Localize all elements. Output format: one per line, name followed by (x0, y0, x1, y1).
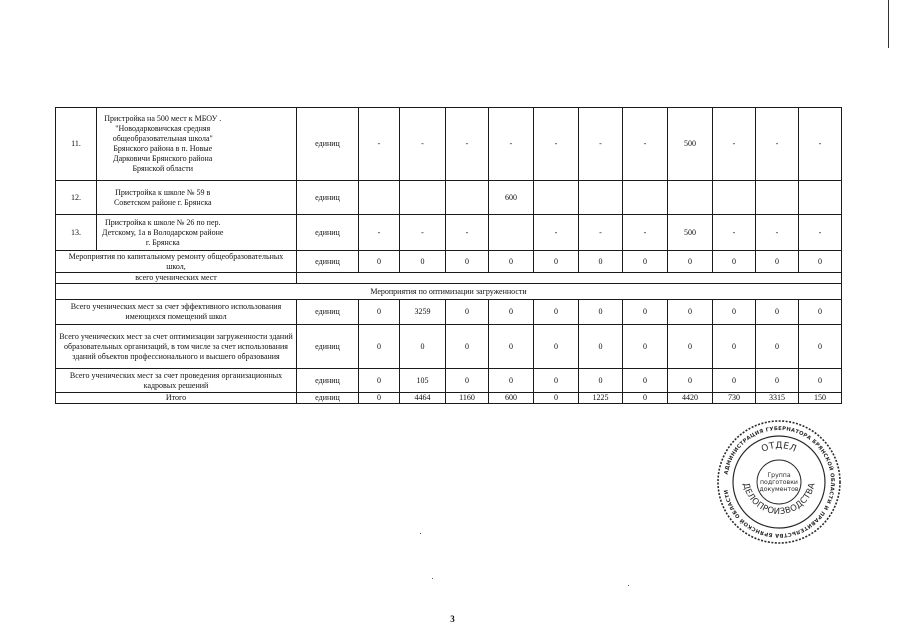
value-cell: - (359, 108, 400, 181)
value-cell: 0 (623, 251, 668, 273)
value-cell: 0 (623, 393, 668, 404)
value-cell: 0 (359, 251, 400, 273)
value-cell: 0 (579, 300, 623, 325)
value-cell: 0 (359, 300, 400, 325)
unit-cell: единиц (297, 369, 359, 393)
value-cell: 0 (579, 325, 623, 369)
unit-cell: единиц (297, 393, 359, 404)
stamp-center-line: Группа (767, 472, 791, 479)
value-cell (799, 181, 842, 215)
value-cell (534, 181, 579, 215)
value-cell: 0 (359, 393, 400, 404)
value-cell: - (799, 215, 842, 251)
object-row (56, 108, 842, 181)
blank-cell (229, 181, 297, 215)
row-number: 13. (56, 215, 97, 251)
unit-cell: единиц (297, 181, 359, 215)
value-cell: 1160 (446, 393, 489, 404)
value-cell: 1225 (579, 393, 623, 404)
value-cell: 3259 (400, 300, 446, 325)
value-cell: 0 (799, 300, 842, 325)
value-cell: 0 (623, 325, 668, 369)
value-cell (489, 215, 534, 251)
value-cell: 4464 (400, 393, 446, 404)
scan-speck (432, 578, 433, 579)
value-cell: 0 (534, 300, 579, 325)
value-cell: 0 (400, 325, 446, 369)
blank-cell (229, 215, 297, 251)
value-cell: - (534, 108, 579, 181)
value-cell: 500 (668, 108, 713, 181)
capital-label: Мероприятия по капитальному ремонту общеобразовательных школ, (56, 251, 297, 273)
value-cell: 500 (668, 215, 713, 251)
value-cell: 0 (668, 251, 713, 273)
value-cell: - (534, 215, 579, 251)
object-row (56, 215, 842, 251)
value-cell: 0 (713, 300, 756, 325)
unit-cell: единиц (297, 215, 359, 251)
value-cell (756, 181, 799, 215)
value-cell (623, 181, 668, 215)
stamp-top-word: ОТДЕЛ (760, 440, 798, 455)
value-cell: 0 (359, 369, 400, 393)
value-cell: 0 (489, 369, 534, 393)
optimization-row (56, 369, 842, 393)
value-cell: 4420 (668, 393, 713, 404)
value-cell: - (713, 108, 756, 181)
value-cell: 0 (489, 325, 534, 369)
total-row (56, 393, 842, 404)
section-title: Мероприятия по оптимизации загруженности (56, 284, 842, 300)
value-cell: - (756, 108, 799, 181)
value-cell: 0 (668, 300, 713, 325)
value-cell: 0 (534, 325, 579, 369)
stamp-center-line: документов (759, 486, 799, 493)
optimization-row (56, 325, 842, 369)
value-cell: 0 (756, 251, 799, 273)
value-cell: 0 (623, 369, 668, 393)
value-cell (713, 181, 756, 215)
value-cell: 0 (579, 369, 623, 393)
scan-speck (420, 533, 421, 534)
unit-cell: единиц (297, 108, 359, 181)
department-stamp (715, 418, 843, 546)
value-cell: 0 (756, 369, 799, 393)
value-cell: - (756, 215, 799, 251)
value-cell: - (713, 215, 756, 251)
value-cell: 0 (446, 300, 489, 325)
value-cell: 600 (489, 181, 534, 215)
stamp-bottom-word: ДЕЛОПРОИЗВОДСТВА (740, 481, 818, 518)
optimization-row (56, 300, 842, 325)
value-cell: 0 (579, 251, 623, 273)
value-cell: - (623, 108, 668, 181)
optimization-label: Всего ученических мест за счет проведения организационных кадровых решений (56, 369, 297, 393)
optimization-label: Всего ученических мест за счет эффективного использования имеющихся помещений школ (56, 300, 297, 325)
value-cell: 0 (489, 251, 534, 273)
value-cell (579, 181, 623, 215)
row-number: 11. (56, 108, 97, 181)
object-description: Пристройка к школе № 26 по пер. Детскому, 1а в Володарском районе г. Брянска (97, 215, 229, 251)
value-cell: - (799, 108, 842, 181)
object-row (56, 181, 842, 215)
value-cell: - (359, 215, 400, 251)
unit-cell: единиц (297, 251, 359, 273)
row-number: 12. (56, 181, 97, 215)
blank-cell (229, 108, 297, 181)
object-description: Пристройка на 500 мест к МБОУ . "Новодарковичская средняя общеобразовательная школа" Брянского района в п. Новые Дарковичи Брянского района Брянской области (97, 108, 229, 181)
value-cell: 0 (799, 251, 842, 273)
value-cell: 730 (713, 393, 756, 404)
page-number: 3 (450, 614, 455, 624)
value-cell: 0 (400, 251, 446, 273)
blank-cell (297, 273, 842, 284)
unit-cell: единиц (297, 300, 359, 325)
value-cell: 0 (623, 300, 668, 325)
value-cell: 0 (713, 369, 756, 393)
value-cell (668, 181, 713, 215)
value-cell: 0 (489, 300, 534, 325)
unit-cell: единиц (297, 325, 359, 369)
total-label: Итого (56, 393, 297, 404)
total-places-label: всего ученических мест (56, 273, 297, 284)
value-cell: - (400, 108, 446, 181)
capital-row (56, 251, 842, 273)
stamp-ring-text: АДМИНИСТРАЦИЯ ГУБЕРНАТОРА БРЯНСКОЙ ОБЛАСТИ И ПРАВИТЕЛЬСТВА БРЯНСКОЙ ОБЛАСТИ (723, 425, 836, 539)
value-cell (359, 181, 400, 215)
value-cell: 0 (534, 393, 579, 404)
value-cell: 0 (668, 369, 713, 393)
value-cell: 0 (668, 325, 713, 369)
value-cell (400, 181, 446, 215)
value-cell: 0 (534, 369, 579, 393)
stamp-center-line: подготовки (760, 479, 798, 486)
value-cell: 0 (446, 251, 489, 273)
value-cell: 0 (534, 251, 579, 273)
object-description: Пристройка к школе № 59 в Советском районе г. Брянска (97, 181, 229, 215)
value-cell: - (489, 108, 534, 181)
value-cell: 0 (446, 325, 489, 369)
value-cell: - (579, 215, 623, 251)
value-cell: - (579, 108, 623, 181)
value-cell: 3315 (756, 393, 799, 404)
value-cell: 0 (446, 369, 489, 393)
page-edge-line (888, 0, 889, 48)
value-cell: 0 (756, 300, 799, 325)
value-cell: - (446, 108, 489, 181)
value-cell: - (446, 215, 489, 251)
value-cell: 0 (713, 325, 756, 369)
total-places-row (56, 273, 842, 284)
value-cell: 0 (799, 325, 842, 369)
value-cell: 150 (799, 393, 842, 404)
value-cell: 105 (400, 369, 446, 393)
optimization-label: Всего ученических мест за счет оптимизации загруженности зданий образовательных организаций, в том числе за счет использования зданий объектов профессионального и высшего образования (56, 325, 297, 369)
value-cell (446, 181, 489, 215)
scan-speck (628, 585, 629, 586)
value-cell: 600 (489, 393, 534, 404)
value-cell: 0 (713, 251, 756, 273)
value-cell: 0 (359, 325, 400, 369)
value-cell: 0 (799, 369, 842, 393)
data-table (55, 107, 842, 404)
value-cell: - (623, 215, 668, 251)
section-row (56, 284, 842, 300)
value-cell: 0 (756, 325, 799, 369)
value-cell: - (400, 215, 446, 251)
